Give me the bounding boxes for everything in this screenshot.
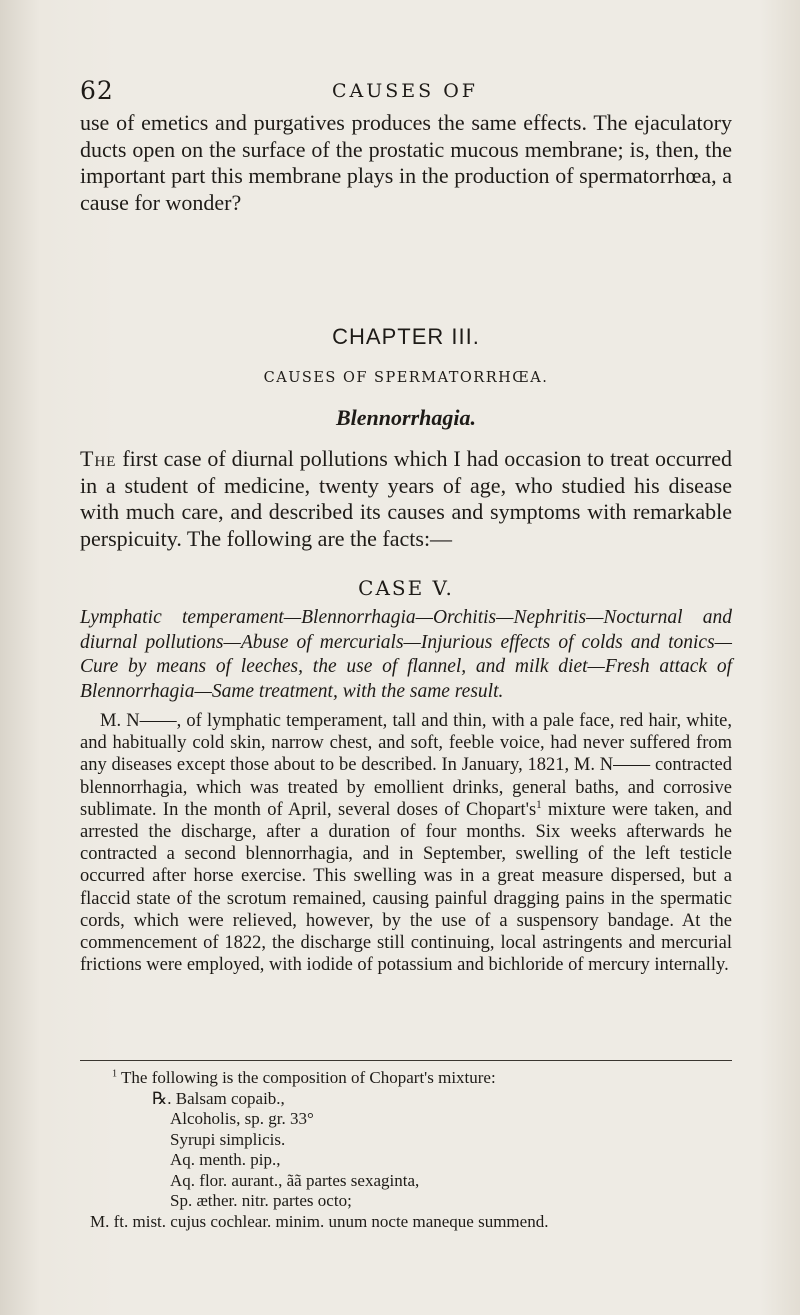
footnote-reference[interactable]: 1 [536,798,542,811]
prescription-line: ℞. Balsam copaib., [152,1088,285,1108]
footnote-intro-text: The following is the composition of Chopart's mixture: [117,1068,496,1087]
intro-paragraph: use of emetics and purgatives produces the same effects. The ejaculatory ducts open on the surface of the prostatic mucous membrane; is, then, the important part this membrane plays in the production of spermatorrhœa, a cause for wonder? [80,110,732,215]
page-header [80,76,730,106]
case-body-text-a: M. N——, of lymphatic temperament, tall and thin, with a pale face, red hair, white, and habitually cold skin, narrow chest, and soft, feeble voice, had never suffered from any diseases except those about to be described. In January, 1821, M. N—— contracted blennorrhagia, which was treated by emollient drinks, general baths, and corrosive sublimate. In the month of April, several doses of Chopart's [80,711,732,820]
paragraph-text: first case of diurnal pollutions which I had occasion to treat occurred in a student of medicine, twenty years of age, who studied his disease with much care, and described its causes and symptoms with remarkable perspicuity. The following are the facts:— [80,446,732,551]
section-title: Blennorrhagia. [336,405,476,430]
chapter-title: CHAPTER III. [332,324,480,349]
chapter-subtitle: CAUSES OF SPERMATORRHŒA. [263,370,549,386]
prescription [80,1089,732,1212]
first-case-paragraph [80,446,732,552]
running-head: CAUSES OF [332,80,478,102]
prescription-line: Aq. flor. aurant., ãã partes sexaginta, [170,1170,420,1190]
case-body-paragraph [80,710,732,976]
footnote-intro [80,1068,732,1089]
page-number: 62 [80,76,114,105]
case-body-text-b: mixture were taken, and arrested the discharge, after a duration of four months. Six weeks afterwards he contracted a second blennorrhagia, and in September, swelling of the left testicle occurred after horse exercise. This swelling was in a great measure dispersed, but a flaccid state of the scrotum remained, causing painful dragging pains in the spermatic cords, which were relieved, however, by the use of a suspensory bandage. At the commencement of 1822, the discharge still continuing, local astringents and mercurial frictions were employed, with iodide of potassium and bichloride of mercury internally. [80,799,733,976]
prescription-line: Aq. menth. pip., [170,1150,281,1169]
paragraph-lead-word: The [80,446,117,471]
prescription-line: Syrupi simplicis. [170,1129,286,1149]
case-title: CASE V. [358,576,454,600]
footnote-divider [80,1060,732,1061]
prescription-line: Alcoholis, sp. gr. 33° [170,1109,314,1128]
footnote [80,1068,732,1232]
footnote-marker: 1 [112,1068,118,1080]
case-synopsis: Lymphatic temperament—Blennorrhagia—Orchitis—Nephritis—Nocturnal and diurnal pollutions—Abuse of mercurials—Injurious effects of colds and tonics—Cure by means of leeches, the use of flannel, and milk diet—Fresh attack of Blennorrhagia—Same treatment, with the same result. [80,607,732,702]
prescription-instructions: M. ft. mist. cujus cochlear. minim. unum nocte maneque summend. [90,1211,549,1231]
prescription-line: Sp. æther. nitr. partes octo; [170,1191,352,1210]
